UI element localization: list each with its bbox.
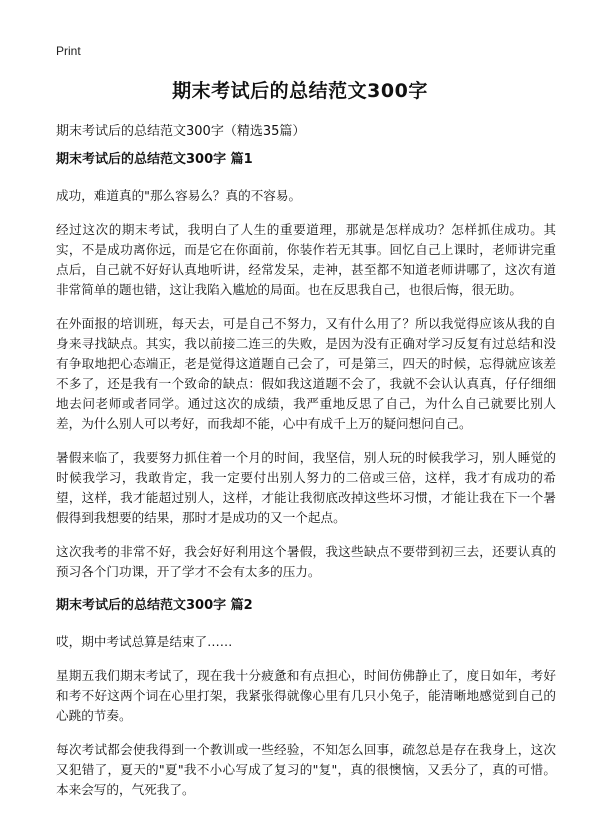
page-title: 期末考试后的总结范文300字 — [172, 80, 428, 102]
paragraph: 星期五我们期末考试了，现在我十分疲惫和有点担心，时间仿佛静止了，度日如年，考好和考不好这两个词在心里打架，我紧张得就像心里有几只小兔子，能清晰地感觉到自己的心跳的节奏。 — [56, 668, 556, 723]
paragraph: 经过这次的期末考试，我明白了人生的重要道理，那就是怎样成功？怎样抓住成功。其实，不是成功离你远，而是它在你面前，你装作若无其事。回忆自己上课时，老师讲完重点后，自己就不好好认真地听讲，经常发呆，走神，甚至都不知道老师讲哪了，这次有道非常简单的题也错，这让我陷入尴尬的局面。也在反思我自己，也很后悔，很无助。 — [56, 222, 556, 297]
paragraph: 暑假来临了，我要努力抓住着一个月的时间，我坚信，别人玩的时候我学习，别人睡觉的时候我学习，我敢肯定，我一定要付出别人努力的二倍或三倍，这样，我才有成功的希望，这样，我才能超过别人，这样，才能让我彻底改掉这些坏习惯，才能让我在下一个暑假得到我想要的结果，那时才是成功的又一个起点。 — [56, 450, 556, 525]
paragraph: 这次我考的非常不好，我会好好利用这个暑假，我这些缺点不要带到初三去，还要认真的预习各个门功课，开了学才不会有太多的压力。 — [56, 544, 556, 579]
paragraph: 每次考试都会使我得到一个教训或一些经验，不知怎么回事，疏忽总是存在我身上，这次又犯错了，夏天的"夏"我不小心写成了复习的"复"，真的很懊恼，又丢分了，真的可惜。本来会写的，气死我了。 — [56, 742, 556, 797]
section-heading-2: 期末考试后的总结范文300字 篇2 — [56, 598, 253, 613]
print-link[interactable]: Print — [56, 44, 81, 58]
paragraph: 在外面报的培训班，每天去，可是自己不努力，又有什么用了？所以我觉得应该从我的自身来寻找缺点。其实，我以前接二连三的失败，是因为没有正确对学习反复有过总结和没有争取地把心态端正，老是觉得这道题自己会了，可是第三，四天的时候，忘得就应该差不多了，还是我有一个致命的缺点：假如我这道题不会了，我就不会认认真真，仔仔细细地去问老师或者同学。通过这次的成绩，我严重地反思了自己，为什么自己就要比别人差，为什么别人可以考好，而我却不能，心中有成千上万的疑问想问自己。 — [56, 316, 556, 431]
section-heading-1: 期末考试后的总结范文300字 篇1 — [56, 152, 253, 167]
paragraph: 成功，难道真的"那么容易么？真的不容易。 — [56, 188, 302, 203]
document-subtitle: 期末考试后的总结范文300字（精选35篇） — [56, 124, 306, 139]
paragraph: 哎，期中考试总算是结束了…… — [56, 634, 233, 649]
document-body — [56, 150, 556, 814]
